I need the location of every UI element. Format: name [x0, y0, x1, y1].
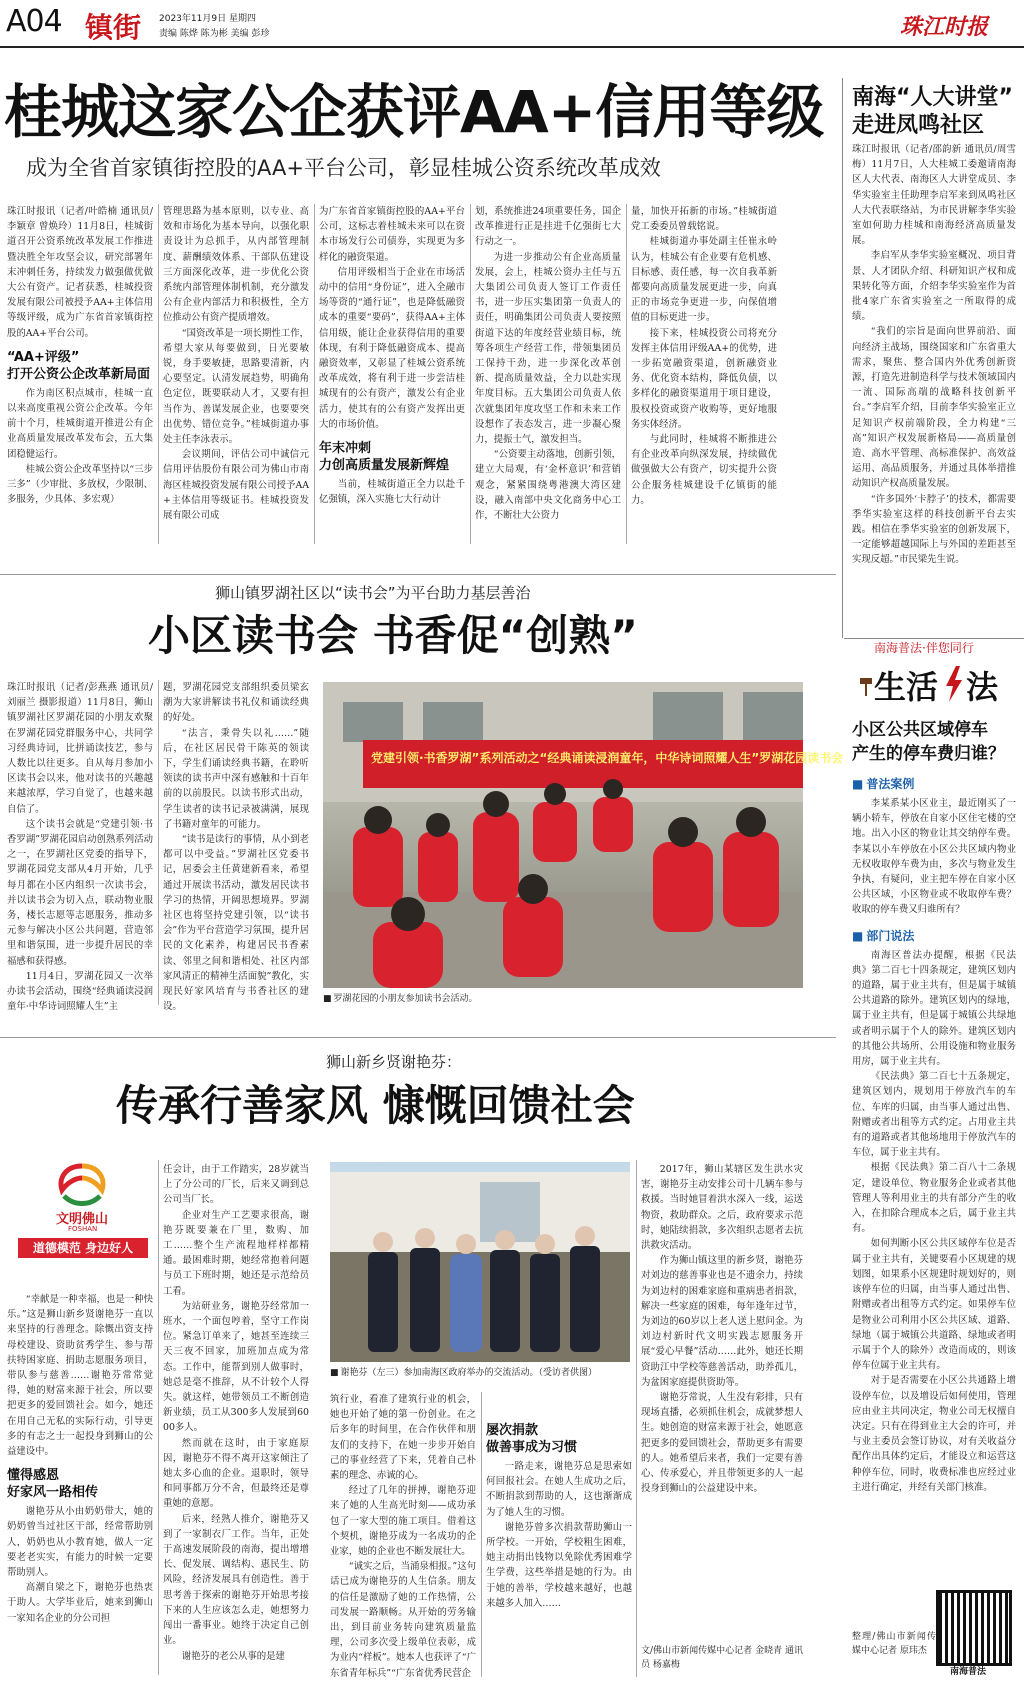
lead-col-5: 量，加快开拓新的市场。”桂城街道党工委委员曾载铭说。 桂城街道办事处副主任崔永岭认为，桂城公有企业要有危机感、目标感、责任感，每一次自我革新都要向高质量发展更进一步，向真正的市场竞争更进一步，向保值增值的目标更进一步。 接下来，桂城投资公司将充分发挥主体信用评级AA+的优势，进一步拓宽融资渠道，创新融资业务、优化资本结构，降低负债，以多样化的融资渠道用于项目建设，股权投资或资产收购等，更好地服务实体经济。 与此同时，桂城将不断推进公有企业改革向纵深发展，持续做优做强做大公有资产，切实提升公资公企服务桂城建设千亿镇街的能力。 [631, 206, 777, 506]
law-logo-left: 生活 [874, 668, 939, 706]
qr-code [936, 1590, 1012, 1666]
profile-photo [330, 1162, 630, 1362]
profile-col-4: 2017年，狮山某辖区发生洪水灾害，谢艳芬主动安排公司十几辆车参与救援。当时她冒着洪水深入一线，运送物资，救助群众。之后，政府要求示范时，她陆续捐款，多次组织志愿者去抗洪救灾活动。 作为狮山镇这里的新乡贤，谢艳芬对刘边的慈善事业也是不遗余力，持续为刘边村的困难家庭和重病患者捐款，解决一些家庭的困难，每年逢年过节，为刘边的60岁以上老人送上慰问金。为刘边村新时代文明实践志愿服务开展“爱心早餐”活动……此外，她还长期资助江中学校等慈善活动，助养孤儿，为盆困家庭提供资助等。 谢艳芬常说，人生没有彩排，只有现场直播，必须抓住机会，成就梦想人生。她创造的财富来源于社会，她愿意把更多的爱回馈社会，帮助更多有需要的人。她希望后来者，我们一定要有善心、传承爱心，并且带领更多的人一起投身到狮山的公益建设中来。 [641, 1164, 803, 1495]
logo-ribbon: 道德模范 身边好人 [18, 1238, 148, 1258]
sidebar-top-body: 珠江时报讯（记者/邵韵新 通讯员/周雪梅）11月7日，人大桂城工委邀请南海区人大代表、南海区人大讲堂成员、李华实验室主任助理李启军来到凤鸣社区人大代表联络站，为市民讲解李华实验室如何助力桂城和南海经济高质量发展。 李启军从李华实验室概况、项目背景、人才团队介绍、科研知识产权和成果转化等方面，介绍李华实验室作为首批4家广东省实验室之一所取得的成绩。 “我们的宗旨是面向世界前沿、面向经济主战场，围绕国家和广东省重大需求，聚焦、整合国内外优秀创新资源，打造先进制造科学与技术领域国内一流、国际高端的战略科技创新平台。”李启军介绍，目前李华实验室正立足知识产权前端阶段，全力构建“三高”知识产权发展新格局——高质量创造、高水平管理、高标准保护、高效益运用、高品质服务，并通过具体举措推动知识产权高质量发展。 “许多国外‘卡脖子’的技术，都需要季华实验室这样的科技创新平台去实践。相信在季华实验室的创新发展下，一定能够超越国际上与外国的差距甚至实现反超。”市民梁先生说。 [852, 144, 1016, 566]
gavel-icon [858, 676, 874, 698]
lead-col-2: 管理思路为基本原则，以专业、高效和市场化为基本导向，以强化职责设计为总抓手，从内部管理制度、薪酬绩效体系、干部队伍建设三方面深化改革，进一步优化公资系统内部管理体制机制，充分激发公有企业内部活力和积极性，全方位推动公有资产提质增效。 “国资改革是一项长期性工作，希望大家从每要做到，日光要敏锐，身手要敏捷，思路要清新，内心要坚定。认清发展趋势，明确角色定位，既要联动人才，又要有担当作为、善谋发展企业，也要要突出优势、错位竞争。”桂城街道办事处主任李泳表示。 会议期间，评估公司中诚信元信用评估股份有限公司为佛山市南海区桂城投资发展有限公司授予AA+主体信用等级证书。桂城投资发展有限公司成 [163, 206, 309, 522]
page-number: A04 [6, 4, 62, 39]
law-kicker: 南海普法·伴您同行 [874, 641, 974, 655]
masthead [0, 0, 1024, 46]
reading-col-2: 题，罗湖花园党支部组织委员梁玄潮为大家讲解读书礼仪和诵读经典的好处。 “法言，秉骨失以礼……”随后，在社区居民骨干陈英的领读下，学生们诵读经典书籍，在聆听领读的读书声中深有感触和十百年前的以前股民。以读书形式出动，学生读者的读书记录被满满，展现了书籍对童年的可能力。 “读书是读行的事情，从小到老都可以中受益。”罗湖社区党委书记，居委会主任黄建新看来，希望通过开展读书活动，激发居民读书学习的热情，开阔思想境界。罗湖社区也将坚持党建引领，以“读书会”作为平台营造学习氛围，提升居民的文化素养，构建居民书香素读、邻里之间和谐相处、社区内部家风清正的精神生活面貌”教化，实现民好家风培育与书香社区的建设。 [163, 682, 309, 1013]
paper-logo: 珠江时报 [900, 14, 989, 40]
lead-col-4: 划，系统推进24项重要任务，国企改革推进行正是挂进千亿强街七大行动之一。 为进一步推动公有企业高质量发展，会上，桂城公资办主任与五大集团公司负责人签订工作责任书，进一步压实集团第一负责人的责任，明确集团公司负责人要按照街道下达的年度经营业绩目标，统筹各项生产经营工作，带领集团员工保持干劲，进一步深化改革创新、提高质量效益，全力以赴实现年度目标。五大集团公司负责人依次就集团年度攻坚工作和未来工作设想作了表态发言，进一步凝心聚力，提振士气，激发担当。 “公资要主动落地，创新引领，建立大局观，有‘金杯意识’和营销观念，紧紧围绕粤港澳大湾区建设，融入南部中央文化商务中心工作，不断壮大公资力 [475, 206, 621, 522]
date-line: 2023年11月9日 星期四 [159, 14, 256, 24]
lead-col-3: 为广东省首家镇街控股的AA+平台公司，这标志着桂城未来可以在资本市场发行公司债券，实现更为多样化的融资渠道。 信用评级相当于企业在市场活动中的信用“身份证”，进入全融市场等资的“通行证”，也是降低融资成本的重要“要码”，获得AA+主体信用级，能让企业获得信用的重要体现，有利于降低融资成本、提高融资效率，又彰显了桂城公资系统改革成效，将有利于进一步尝洁桂城现有的公有资产，激发公有企业活力，使其有的公有资产发挥出更大的市场价值。 年末冲刺 力创高质量发展新辉煌 当前，桂城街道正全力以赴千亿强镇，深入实施七大行动计 [319, 206, 465, 506]
banner-text: 党建引领·书香罗湖”系列活动之“经典诵读浸润童年，中华诗词照耀人生”罗湖花园读书会 [371, 751, 844, 765]
section-name: 镇街 [85, 11, 142, 44]
law-title-1: 小区公共区域停车 [852, 720, 988, 740]
profile-credit: 文/佛山市新闻传媒中心记者 金晓青 通讯员 杨嘉梅 [641, 1646, 803, 1670]
reading-kicker: 狮山镇罗湖社区以“读书会”为平台助力基层善治 [215, 584, 531, 602]
logo-text-1: 文明佛山 [56, 1212, 109, 1227]
profile-col-3b: 屡次捐款 做善事成为习惯 一路走来，谢艳芬总是思索如何回报社会。在她人生成功之后，不断捐款到帮助的人，这也渐渐成为了她人生的习惯。 谢艳芬曾多次捐款帮助狮山一所学校。一开始，学校粗生困难，她主动捐出钱物以免除优秀困难学生学费，这些举措是她的行为。由于她的善举，学校越来越好，也越来越多人加入…… [486, 1423, 632, 1609]
profile-photo-caption: ■ 谢艳芬（左三）参加南海区政府举办的交流活动。（受访者供图） [330, 1367, 630, 1380]
lead-subtitle: 成为全省首家镇街控股的AA+平台公司，彰显桂城公资系统改革成效 [26, 156, 661, 180]
lightning-icon [944, 666, 964, 702]
profile-col-1: “幸献是一种幸福，也是一种快乐。”这是狮山新乡贤谢艳芬一直以来坚持的行善理念。除慨出资支持母校建设、资助贫秀学生、参与帮扶特困家庭、捐助志愿服务项目，带队参与慈善……谢艳芬常常觉得，她的财富来源于社会，所以要把更多的爱回馈社会。如今，她还在用自己无私的实际行动，引导更多的有志之士一起投身到狮山的公益建设中。 懂得感恩 好家风一路相传 谢艳芬从小由奶奶带大，她的奶奶曾当过社区干部，经常帮助别人，奶奶也从小教育她，做人一定要老老实实，有能力的时候一定要帮助别人。 高潮自梁之下，谢艳芬也热衷于助人。大学毕业后，她来到狮山一家知名企业的分公司担 [7, 1294, 153, 1624]
law-body: ■ 普法案例 李某系某小区业主，最近刚买了一辆小轿车，停放在自家小区住宅楼的空地。出入小区的物业让其交纳停车费。李某以小车停放在小区公共区域内物业无权收取停车费为由，多次与物业发生争执，有疑问，业主把车停在自家小区公共区域，小区物业或不收取停车费？收取的停车费又归谁所有？ ■ 部门说法 南海区普法办提醒，根据《民法典》第二百七十四条规定，建筑区划内的道路，属于业主共有，但是属于城镇公共道路的除外。建筑区划内的绿地，属于业主共有，但是属于城镇公共绿地或者明示属于个人的除外。建筑区划内的其他公共场所、公用设施和物业服务用房，属于业主共有。 《民法典》第二百七十五条规定，建筑区划内，规划用于停放汽车的车位、车库的归属，由当事人通过出售、附赠或者出租等方式约定。占用业主共有的道路或者其他场地用于停放汽车的车位，属于业主共有。 根据《民法典》第二百八十二条规定，建设单位、物业服务企业或者其他管理人等利用业主的共有部分产生的收入，在扣除合理成本之后，属于业主共有。 如何判断小区公共区域停车位是否属于业主共有，关键要看小区规建的规划图，如果系小区规建时规划好的，则该停车位的归属，由当事人通过出售、附赠或者出租等方式约定。如果停车位是物业公司利用小区公共区域、道路、绿地（属于城镇公共道路、绿地或者明示属于个人的除外）改造而成的，则该停车位属于业主共有。 对于是否需要在小区公共通路上增设停车位，以及增设后如何使用，管理应由业主共同决定，物业公司无权擅自决定。只有在得到业主大会的许可，并与业主委员会签订协议，对有关收益分配作出具体约定后，才能设立和运营这种停车位，同时，收费标准也应经过业主进行确定，并经有关部门核准。 [852, 772, 1016, 1642]
profile-col-2: 任会计，由于工作踏实，28岁就当上了分公司的厂长，后来又调到总公司当厂长。 企业对生产工艺要求很高，谢艳芬既要兼在厂里，数购、加工……整个生产流程地样样都精通。最困难时期，她经常抱着问题与员工下班时期，她还是示范给员工看。 为站研业务，谢艳芬经常加一班水，一个面包哼着，坚守工作岗位。紧急订单来了，她甚至连续三天三夜不回家，加班加点成为常态。工作中，能帮到别人做事时，她总是毫不推辞，从不计较个人得失。就这样，她带领员工不断创造新业绩，员工从300多人发展到6000多人。 然而就在这时，由于家庭原因，谢艳芬不得不离开这家倾注了她太多心血的企业。退职时，领导和同事都万分不舍，但最终还是尊重她的意愿。 后来，经熟人推介，谢艳芬又到了一家制衣厂工作。当年，正处于高速发展阶段的南海，提出增增长、促发展、调结构、惠民生、防风险，经济发展具有创造性。善于思考善于探索的谢艳芬开始思考接下来的人生应该怎么走，她想努力闯出一番事业。她终于决定自己创业。 谢艳芬的老公从事的是建 [163, 1164, 309, 1662]
civilized-foshan-logo [18, 1162, 148, 1258]
lead-col-1: 珠江时报讯（记者/叶皓楠 通讯员/李颖章 曾焕玲）11月8日，桂城街道召开公资系统改革发展工作推进暨决胜全年攻坚会议，研究部署年末冲刺任务，持续发力做强做优做大公有资产。记者获悉，桂城投资发展有限公司被授予AA+主体信用等级评级，成为广东省首家镇街控股的AA+平台公司。 “AA+评级” 打开公资公企改革新局面 作为南区积点城市，桂城一直以来高度重视公资公企改革。今年前十个月，桂城街道开推进公有企业高质量发展改革发布会，五大集团稳健运行。 桂城公资公企改革坚持以“三步三多”（少审批、多放权，少限制、多服务，少具体、多宏观） [7, 206, 153, 506]
reading-club-photo [323, 682, 844, 988]
reading-headline: 小区读书会 书香促“创熟” [148, 611, 638, 660]
law-logo [858, 660, 1018, 708]
sidebar-top-title-1: 南海“人大讲堂” [852, 85, 1013, 110]
lead-headline: 桂城这家公企获评AA+信用等级 [4, 78, 824, 146]
reading-photo-caption: ■ 罗湖花园的小朋友参加读书会活动。 [323, 993, 803, 1006]
logo-text-2: FOSHAN [68, 1225, 98, 1233]
profile-col-3: 筑行业，看准了建筑行业的机会，她也开始了她的第一份创业。在之后多年的时间里，在合作伙伴和朋友们的支持下，在她一步步开始自己的事业经营了下来，凭着自己朴素的理念、赤诚的心。 经过了几年的拼搏，谢艳芬迎来了她的人生高光时刻——成功承包了一家大型的施工项目。借着这个契机，谢艳芬成为一名成功的企业家，她的企业也不断发展壮大。 “诚实之后，当涌泉相报。”这句话已成为谢艳芬的人生信条。朋友的信任是激励了她的工作热情，公司发展一路顺畅。从开始的劳务输出，到目前业务转向建筑质量监理，公司多次受上级单位表彰，成为业内“样板”。她本人也获评了“广东省青年标兵”“广东省优秀民营企 [330, 1394, 476, 1679]
profile-kicker: 狮山新乡贤谢艳芬： [326, 1053, 462, 1071]
law-logo-right: 法 [966, 668, 999, 706]
law-credit-1: 整理/佛山市新闻传媒中心记者 原玮杰 [852, 1632, 936, 1656]
reading-col-1: 珠江时报讯（记者/彭燕燕 通讯员/刘丽兰 摄影报道）11月8日，狮山镇罗湖社区罗湖花园的小朋友欢聚在罗湖花园党群服务中心，共同学习经典诗词，比拼诵读技艺，参与人数比以往更多。自从每月参加小区读书会以来，他对读书的兴趣越来越浓厚，学习自觉了，也越来越自信了。 这个读书会就是“党建引领·书香罗湖”罗湖花园启动创熟系列活动之一，在罗湖社区党委的指导下，罗湖花园党支部从4月开始，几乎每月都在小区内组织一次读书会，并以读书会为切入点，联动物业服务，楼长志愿等志愿服务，推动多元参与解决小区公共问题，营造邻里和谐氛围，进一步提升居民的幸福感和获得感。 11月4日，罗湖花园又一次举办读书会活动，围绕“经典诵读浸润童年·中华诗词照耀人生”主 [7, 682, 153, 1013]
editors-line: 责编 陈烨 陈为彬 美编 彭珍 [159, 29, 270, 39]
sidebar-top-title-2: 走进凤鸣社区 [852, 113, 985, 138]
law-credit-2: 南海普法 [950, 1667, 987, 1677]
law-title-2: 产生的停车费归谁？ [852, 744, 1005, 764]
profile-headline: 传承行善家风 慷慨回馈社会 [116, 1081, 635, 1130]
